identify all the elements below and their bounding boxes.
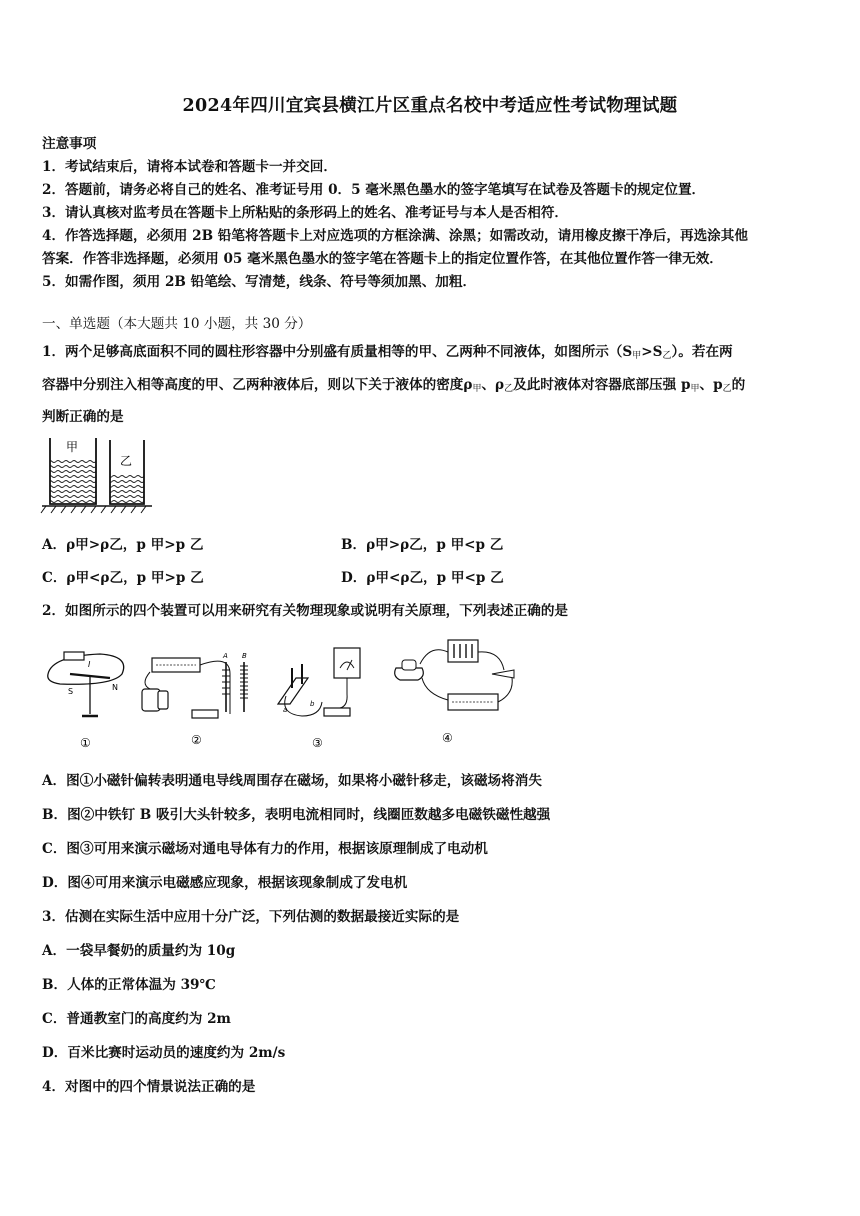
section-heading: 一、单选题（本大题共 10 小题，共 30 分） — [42, 316, 312, 332]
q2-stem: 2．如图所示的四个装置可以用来研究有关物理现象或说明有关原理，下列表述正确的是 — [42, 603, 569, 619]
notice-item-3: 3．请认真核对监考员在答题卡上所粘贴的条形码上的姓名、准考证号与本人是否相符． — [42, 205, 569, 221]
svg-text:b: b — [310, 700, 315, 708]
figure-2-electromagnets — [142, 652, 248, 747]
q1-line-1: 1．两个足够高底面积不同的圆柱形容器中分别盛有质量相等的甲、乙两种不同液体，如图所示$(S_甲>S_乙)$。若在两 — [42, 344, 733, 361]
q3-option-a: A．一袋早餐奶的质量约为 10g — [42, 943, 236, 959]
q1-option-b: B．ρ甲>ρ乙，p 甲<p 乙 — [341, 537, 504, 553]
q3-option-b: B．人体的正常体温为 39℃ — [42, 977, 216, 993]
notice-item-4: 4．作答选择题，必须用 2B 铅笔将答题卡上对应选项的方框涂满、涂黑；如需改动，请用橡皮擦干净后，再选涂其他 — [42, 228, 748, 244]
q2-option-b: B．图②中铁钉 B 吸引大头针较多，表明电流相同时，线圈匝数越多电磁铁磁性越强 — [42, 807, 551, 823]
svg-text:B: B — [242, 652, 247, 660]
battery-box-icon — [448, 640, 478, 662]
svg-text:I: I — [88, 660, 91, 669]
q2-option-a: A．图①小磁针偏转表明通电导线周围存在磁场，如果将小磁针移走，该磁场将消失 — [42, 773, 542, 789]
q1-option-c: C．ρ甲<ρ乙，p 甲>p 乙 — [42, 570, 204, 586]
ammeter-icon — [334, 648, 360, 678]
figure-1-label: ① — [80, 736, 91, 750]
svg-text:S: S — [68, 687, 74, 696]
q4-stem: 4．对图中的四个情景说法正确的是 — [42, 1079, 256, 1095]
figure-3-label: ③ — [312, 736, 323, 750]
notice-item-4-cont: 答案．作答非选择题，必须用 05 毫米黑色墨水的签字笔在答题卡上的指定位置作答，在其他位置作答一律无效． — [42, 251, 723, 267]
svg-text:N: N — [112, 683, 118, 692]
q1-container-figure — [40, 434, 156, 516]
liquid-jia — [50, 460, 96, 504]
notice-item-1: 1．考试结束后，请将本试卷和答题卡一并交回． — [42, 159, 337, 175]
figure-2-label: ② — [191, 733, 202, 747]
q1-line-2: 容器中分别注入相等高度的甲、乙两种液体后，则以下关于液体的密度$\rho_甲$、$\rho_乙$及此时液体对容器底部压强 $p_甲$、$p_乙$的 — [42, 377, 746, 394]
figure-4-generator — [395, 640, 514, 745]
q3-option-d: D．百米比赛时运动员的速度约为 2m/s — [42, 1045, 286, 1061]
notice-item-2: 2．答题前，请务必将自己的姓名、准考证号用 0．5 毫米黑色墨水的签字笔填写在试卷及答题卡的规定位置． — [42, 182, 706, 198]
label-yi: 乙 — [120, 454, 133, 468]
q1-option-d: D．ρ甲<ρ乙，p 甲<p 乙 — [341, 570, 504, 586]
figure-1-oersted — [48, 652, 124, 750]
battery-icon — [64, 652, 84, 660]
notice-item-5: 5．如需作图，须用 2B 铅笔绘、写清楚，线条、符号等须加黑、加粗． — [42, 274, 477, 290]
q2-apparatus-figure — [40, 634, 530, 752]
q2-option-c: C．图③可用来演示磁场对通电导体有力的作用，根据该原理制成了电动机 — [42, 841, 488, 857]
q3-stem: 3．估测在实际生活中应用十分广泛，下列估测的数据最接近实际的是 — [42, 909, 460, 925]
liquid-yi — [110, 474, 144, 504]
switch-icon — [492, 670, 514, 678]
q3-option-c: C．普通教室门的高度约为 2m — [42, 1011, 231, 1027]
q1-option-a: A．ρ甲>ρ乙，p 甲>p 乙 — [42, 537, 204, 553]
q2-option-d: D．图④可用来演示电磁感应现象，根据该现象制成了发电机 — [42, 875, 408, 891]
svg-text:a: a — [283, 706, 288, 714]
label-jia: 甲 — [66, 440, 79, 454]
svg-text:A: A — [223, 652, 228, 660]
notice-heading: 注意事项 — [42, 136, 97, 152]
figure-4-label: ④ — [442, 731, 453, 745]
figure-3-motor-principle — [278, 648, 360, 750]
page-title: 2024年四川宜宾县横江片区重点名校中考适应性考试物理试题 — [182, 96, 678, 116]
q1-line-3: 判断正确的是 — [42, 409, 124, 425]
